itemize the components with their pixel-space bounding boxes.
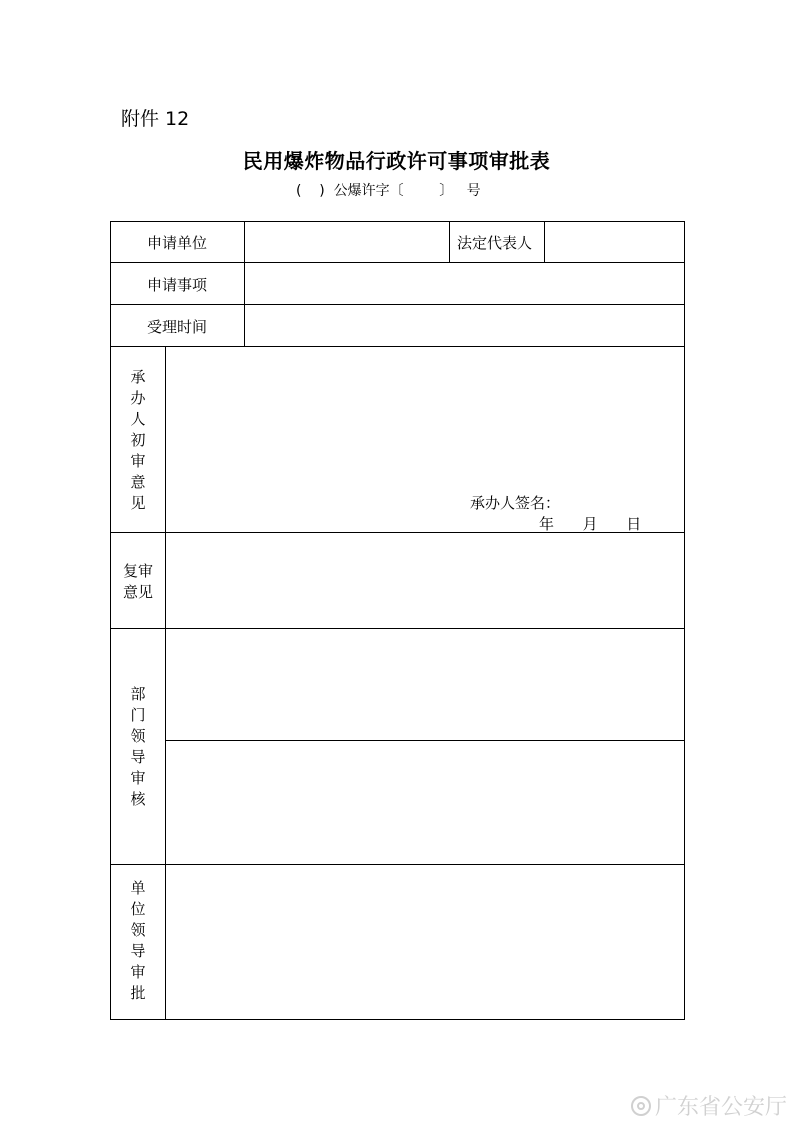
initial-review-label: 承 办 人 初 审 意 见: [130, 368, 146, 512]
applicant-label: 申请单位: [147, 234, 208, 252]
row-divider-7: [110, 864, 685, 865]
row-divider-2: [110, 304, 685, 305]
col-divider-label: [244, 221, 245, 346]
matter-label: 申请事项: [147, 276, 208, 294]
col-divider-narrow: [165, 346, 166, 1020]
watermark-text: 广东省公安厅: [654, 1095, 787, 1120]
police-badge-icon: [631, 1096, 651, 1116]
row-divider-6: [166, 740, 685, 741]
col-divider-legal-right: [544, 221, 545, 262]
row-divider-3: [110, 346, 685, 347]
form-title: 民用爆炸物品行政许可事项审批表: [242, 149, 551, 173]
re-review-label: 复审 意见: [122, 562, 153, 601]
legal-rep-label: 法定代表人: [457, 234, 533, 252]
handler-sign-label: 承办人签名：: [470, 494, 561, 512]
permit-number-line: ( ) 公爆许字〔 〕 号: [296, 183, 481, 199]
attachment-label: 附件 12: [121, 108, 190, 130]
dept-leader-review-label: 部 门 领 导 审 核: [130, 685, 146, 808]
approval-table: [110, 221, 685, 1020]
row-divider-5: [110, 628, 685, 629]
row-divider-1: [110, 262, 685, 263]
col-divider-legal-left: [449, 221, 450, 262]
sign-date-label: 年 月 日: [539, 515, 642, 533]
unit-leader-approval-label: 单 位 领 导 审 批: [130, 879, 146, 1002]
watermark: [631, 1090, 787, 1121]
accept-time-label: 受理时间: [147, 318, 208, 336]
